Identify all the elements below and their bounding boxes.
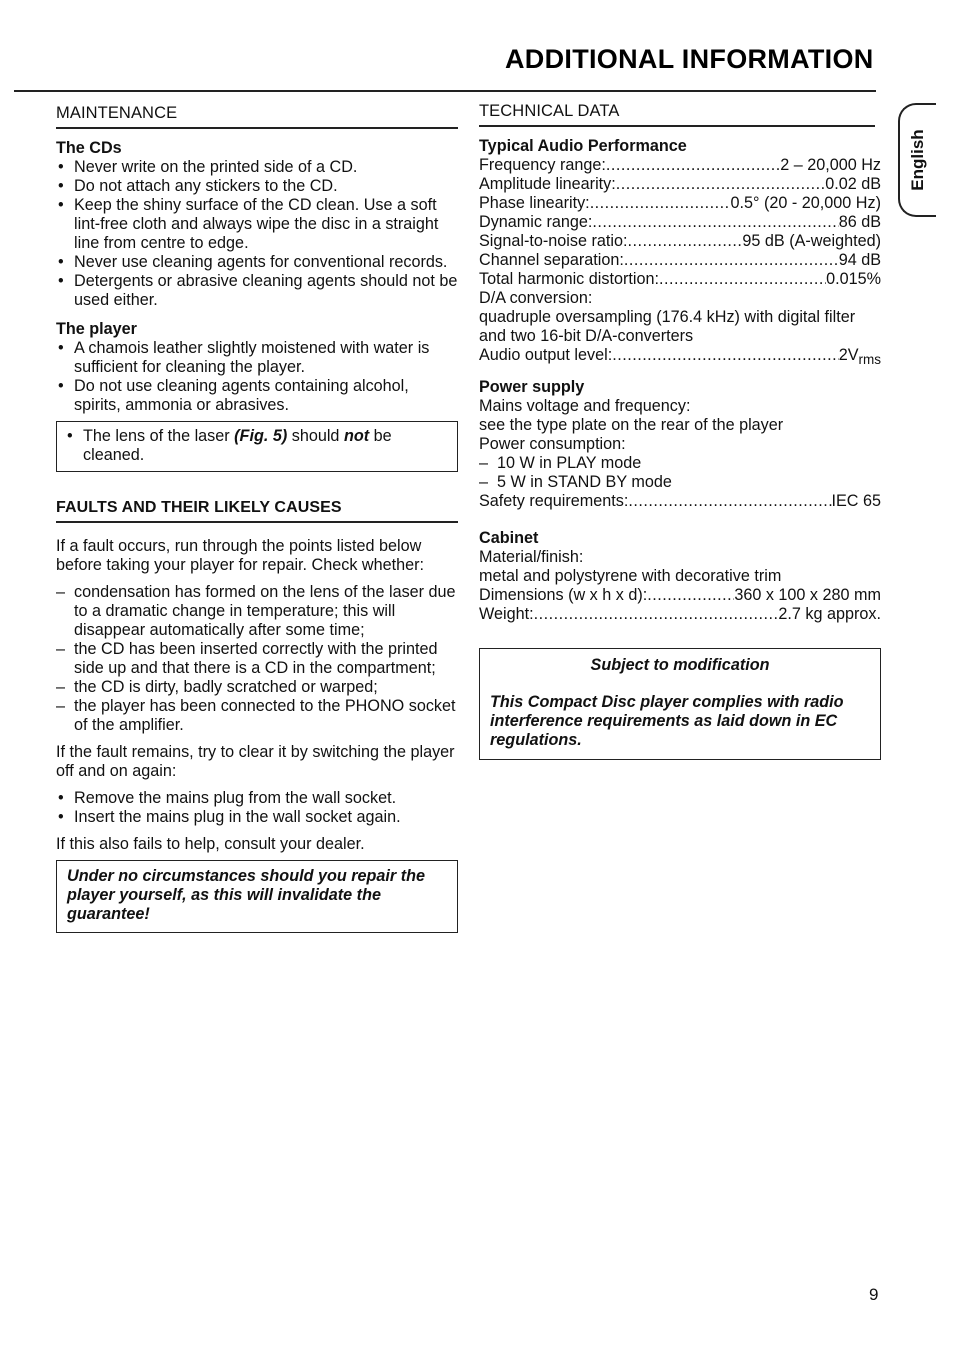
faults-intro: If a fault occurs, run through the points listed below before taking your player for repair. Check whether: <box>56 537 425 574</box>
mains-text: see the type plate on the rear of the player <box>479 416 784 435</box>
page-title: ADDITIONAL INFORMATION <box>505 44 874 74</box>
list-item: • A chamois leather slightly moistened with water is sufficient for cleaning the player. <box>56 339 458 377</box>
spec-row: Phase linearity: ..... 0.5° (20 - 20,000 Hz) <box>479 194 881 213</box>
warning-text: Under no circumstances should you repair the player yourself, as this will invalidate the guarantee! <box>67 867 426 923</box>
spec-row: Total harmonic distortion: ..... 0.015% <box>479 270 881 289</box>
warning-box <box>56 860 458 933</box>
faults-heading: FAULTS AND THEIR LIKELY CAUSES <box>56 498 458 523</box>
notice-box <box>479 648 881 760</box>
weight-spec: Weight: ..... 2.7 kg approx. <box>479 605 881 624</box>
list-item: • Do not use cleaning agents containing alcohol, spirits, ammonia or abrasives. <box>56 377 458 415</box>
safety-spec: Safety requirements: ..... IEC 65 <box>479 492 881 511</box>
da-label: D/A conversion: <box>479 289 593 307</box>
material-text: metal and polystyrene with decorative trim <box>479 567 782 586</box>
emphasis-not: not <box>343 427 370 445</box>
player-list <box>56 339 458 415</box>
player-heading: The player <box>56 320 137 338</box>
notice-title: Subject to modification <box>590 656 770 675</box>
list-item: • Do not attach any stickers to the CD. <box>56 177 458 196</box>
list-item: – the CD is dirty, badly scratched or warped; <box>56 678 458 697</box>
list-item: – the player has been connected to the PHONO socket of the amplifier. <box>56 697 458 735</box>
notice-text: This Compact Disc player complies with radio interference requirements as laid down in EC regulations. <box>490 693 844 750</box>
cds-list <box>56 158 458 310</box>
fault-remains: If the fault remains, try to clear it by switching the player off and on again: <box>56 743 455 780</box>
list-item: – 10 W in PLAY mode <box>479 454 881 473</box>
list-item: • Remove the mains plug from the wall socket. <box>56 789 458 808</box>
fault-steps <box>56 789 458 827</box>
list-item: • Keep the shiny surface of the CD clean. Use a soft lint-free cloth and always wipe the disc in a straight line from centre to edge. <box>56 196 458 253</box>
list-item: – the CD has been inserted correctly with the printed side up and that there is a CD in the compartment; <box>56 640 458 678</box>
language-tab-label: English <box>908 129 927 191</box>
list-item: • Insert the mains plug in the wall socket again. <box>56 808 458 827</box>
page-number: 9 <box>869 1285 879 1304</box>
list-item: • Never use cleaning agents for conventional records. <box>56 253 458 272</box>
mains-label: Mains voltage and frequency: <box>479 397 691 416</box>
fault-checks <box>56 583 458 735</box>
maintenance-heading: MAINTENANCE <box>56 104 458 129</box>
figure-reference: (Fig. 5) <box>234 427 288 445</box>
da-text: quadruple oversampling (176.4 kHz) with digital filter and two 16-bit D/A-converters <box>479 308 856 345</box>
material-label: Material/finish: <box>479 548 584 567</box>
spec-row: Channel separation: ..... 94 dB <box>479 251 881 270</box>
audio-specs <box>479 156 881 289</box>
spec-row: Dynamic range: ..... 86 dB <box>479 213 881 232</box>
lens-note-box <box>56 421 458 472</box>
left-column <box>56 104 458 933</box>
technical-heading: TECHNICAL DATA <box>479 102 875 127</box>
dimensions-spec: Dimensions (w x h x d): ..... 360 x 100 x 280 mm <box>479 586 881 605</box>
spec-row: Amplitude linearity: ..... 0.02 dB <box>479 175 881 194</box>
list-item: – 5 W in STAND BY mode <box>479 473 881 492</box>
spec-row: Frequency range: ..... 2 – 20,000 Hz <box>479 156 881 175</box>
spec-row: Signal-to-noise ratio: ..... 95 dB (A-weighted) <box>479 232 881 251</box>
cabinet-heading: Cabinet <box>479 529 539 548</box>
consumption-label: Power consumption: <box>479 435 626 454</box>
audio-heading: Typical Audio Performance <box>479 137 687 155</box>
consult-dealer: If this also fails to help, consult your dealer. <box>56 835 365 853</box>
output-level: Audio output level: ..... $2V_{rms}$ <box>479 346 881 369</box>
list-item: – condensation has formed on the lens of the laser due to a dramatic change in temperature; this will disappear automatically after some time; <box>56 583 458 640</box>
power-heading: Power supply <box>479 378 585 397</box>
cds-heading: The CDs <box>56 139 122 157</box>
language-tab <box>898 103 936 217</box>
list-item: • Detergents or abrasive cleaning agents should not be used either. <box>56 272 458 310</box>
right-column <box>479 102 881 760</box>
lens-note: • The lens of the laser (Fig. 5) should not be cleaned. <box>65 427 449 465</box>
header-rule <box>14 90 876 92</box>
list-item: • Never write on the printed side of a CD. <box>56 158 458 177</box>
consumption-list <box>479 454 881 492</box>
